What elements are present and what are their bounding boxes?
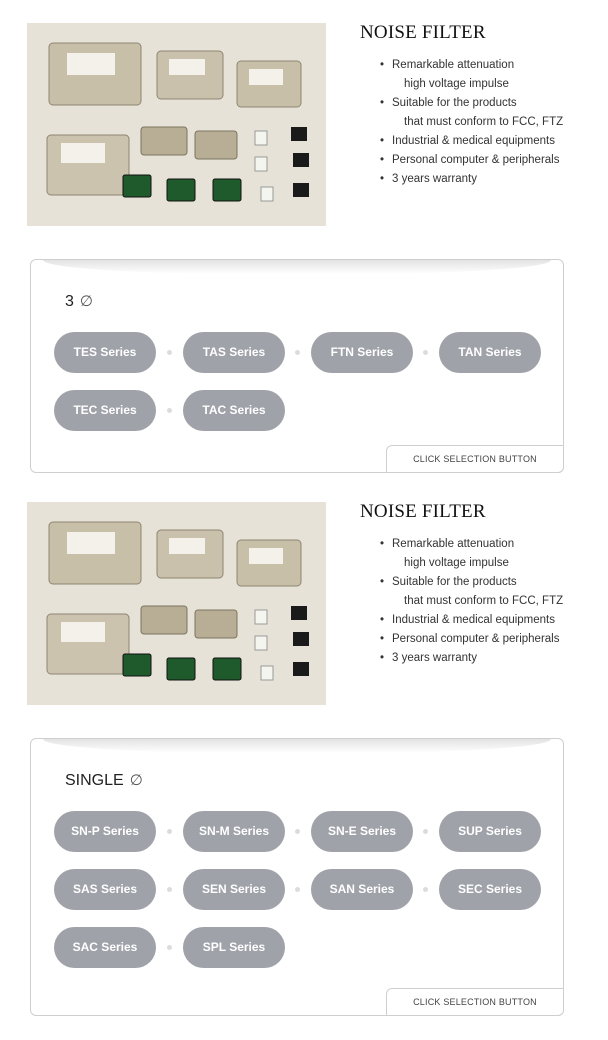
click-selection-tag: CLICK SELECTION BUTTON <box>386 988 564 1016</box>
phase-symbol-icon: ∅ <box>129 772 143 789</box>
noise-filter-photo <box>27 502 326 705</box>
series-button-spl[interactable]: SPL Series <box>183 927 285 968</box>
series-button-sas[interactable]: SAS Series <box>54 869 156 910</box>
feature-item: • 3 years warranty <box>380 649 563 668</box>
feature-item: that must conform to FCC, FTZ <box>404 595 564 607</box>
phase-heading: SINGLE ∅ <box>65 772 143 789</box>
feature-item: • Remarkable attenuation <box>380 535 563 554</box>
bullet-icon: • <box>380 576 385 588</box>
bullet-icon: • <box>380 59 385 71</box>
feature-item: • Industrial & medical equipments <box>380 132 563 151</box>
bullet-icon: • <box>380 652 385 664</box>
separator-dot-icon <box>295 350 300 355</box>
noise-filter-photo <box>27 23 326 226</box>
feature-item: • Suitable for the products <box>380 94 563 113</box>
series-button-tas[interactable]: TAS Series <box>183 332 285 373</box>
series-button-sup[interactable]: SUP Series <box>439 811 541 852</box>
bullet-icon: • <box>380 135 385 147</box>
feature-item: that must conform to FCC, FTZ <box>404 116 564 128</box>
separator-dot-icon <box>295 829 300 834</box>
series-button-san[interactable]: SAN Series <box>311 869 413 910</box>
bullet-icon: • <box>380 154 385 166</box>
separator-dot-icon <box>423 887 428 892</box>
product-title: NOISE FILTER <box>360 501 486 522</box>
series-button-tes[interactable]: TES Series <box>54 332 156 373</box>
separator-dot-icon <box>295 887 300 892</box>
product-section-three-phase <box>0 0 608 480</box>
feature-list <box>380 535 563 668</box>
feature-item: high voltage impulse <box>404 78 509 90</box>
bullet-icon: • <box>380 538 385 550</box>
bullet-icon: • <box>380 173 385 185</box>
series-button-sn-m[interactable]: SN-M Series <box>183 811 285 852</box>
product-title: NOISE FILTER <box>360 22 486 43</box>
separator-dot-icon <box>167 350 172 355</box>
separator-dot-icon <box>423 829 428 834</box>
feature-item: • Suitable for the products <box>380 573 563 592</box>
phase-symbol-icon: ∅ <box>79 293 93 310</box>
series-selection-panel <box>30 738 564 1016</box>
feature-item: • Personal computer & peripherals <box>380 630 563 649</box>
feature-item: • Personal computer & peripherals <box>380 151 563 170</box>
bullet-icon: • <box>380 633 385 645</box>
product-section-single-phase <box>0 479 608 1040</box>
separator-dot-icon <box>167 829 172 834</box>
series-button-sec[interactable]: SEC Series <box>439 869 541 910</box>
panel-shade <box>43 739 551 753</box>
feature-item: • Remarkable attenuation <box>380 56 563 75</box>
series-button-sen[interactable]: SEN Series <box>183 869 285 910</box>
feature-item: high voltage impulse <box>404 557 509 569</box>
series-button-tec[interactable]: TEC Series <box>54 390 156 431</box>
separator-dot-icon <box>167 408 172 413</box>
separator-dot-icon <box>167 945 172 950</box>
separator-dot-icon <box>423 350 428 355</box>
series-button-sn-e[interactable]: SN-E Series <box>311 811 413 852</box>
bullet-icon: • <box>380 97 385 109</box>
series-button-tac[interactable]: TAC Series <box>183 390 285 431</box>
series-button-ftn[interactable]: FTN Series <box>311 332 413 373</box>
product-photo <box>27 23 326 226</box>
feature-list <box>380 56 563 189</box>
series-button-sn-p[interactable]: SN-P Series <box>54 811 156 852</box>
click-selection-tag: CLICK SELECTION BUTTON <box>386 445 564 473</box>
separator-dot-icon <box>167 887 172 892</box>
product-photo <box>27 502 326 705</box>
panel-shade <box>43 260 551 274</box>
phase-heading: 3 ∅ <box>65 293 93 310</box>
bullet-icon: • <box>380 614 385 626</box>
feature-item: • Industrial & medical equipments <box>380 611 563 630</box>
series-button-sac[interactable]: SAC Series <box>54 927 156 968</box>
series-button-tan[interactable]: TAN Series <box>439 332 541 373</box>
feature-item: • 3 years warranty <box>380 170 563 189</box>
series-selection-panel <box>30 259 564 473</box>
